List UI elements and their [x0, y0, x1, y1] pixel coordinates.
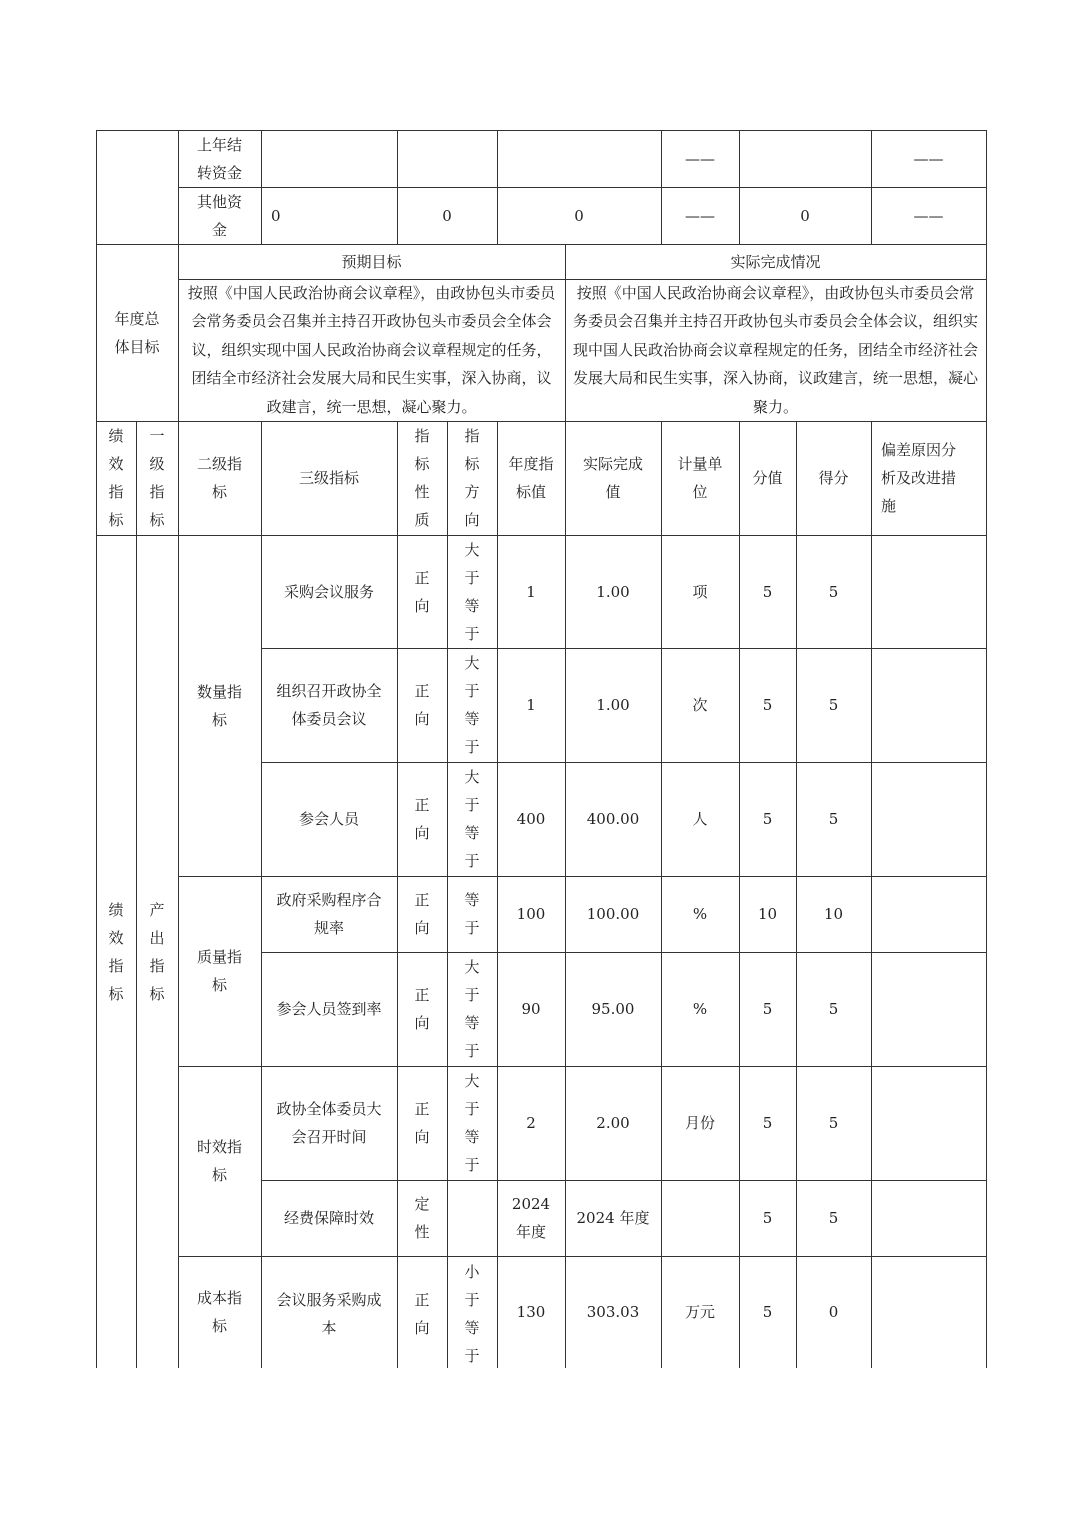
- indicator-target: 400: [516, 810, 546, 828]
- indicator-nature: 正向: [414, 891, 430, 937]
- indicator-target: 130: [516, 1303, 546, 1321]
- indicator-direction: 大于等于: [464, 540, 480, 643]
- indicator-direction: 等于: [464, 891, 480, 937]
- expected-goal-header: 预期目标: [341, 252, 402, 271]
- indicator-name: 参会人员: [298, 810, 359, 828]
- expected-goal-text: 按照《中国人民政治协商会议章程》，由政协包头市委员会常务委员会召集并主持召开政协包头市委员会全体会议，组织实现中国人民政治协商会议章程规定的任务，团结全市经济社会发展大局和民生实事，深入协商，议政建言，统一思想，凝心聚力。: [187, 283, 556, 416]
- funding-cell: ——: [913, 206, 944, 225]
- indicator-name: 政府采购程序合规率: [276, 891, 382, 937]
- indicator-unit: 月份: [684, 1114, 715, 1132]
- indicator-deviation: [871, 1180, 986, 1256]
- indicator-deviation: [871, 1256, 986, 1368]
- indicator-target: 1: [526, 696, 536, 714]
- funding-cell: [397, 130, 497, 187]
- indicator-actual: 303.03: [586, 1303, 640, 1321]
- indicator-name: 政协全体委员大会召开时间: [276, 1100, 382, 1146]
- indicator-deviation: [871, 762, 986, 876]
- indicator-weight: 5: [762, 1303, 773, 1321]
- indicator-unit: [661, 1180, 739, 1256]
- indicator-weight: 5: [762, 1114, 773, 1132]
- indicator-weight: 5: [762, 1209, 773, 1227]
- indicator-weight: 5: [762, 1000, 773, 1018]
- indicator-actual: 2.00: [596, 1114, 630, 1132]
- indicator-unit: 项: [692, 582, 708, 601]
- indicator-weight: 5: [762, 582, 773, 601]
- indicator-unit: 万元: [684, 1303, 715, 1321]
- header-actual-value: 实际完成值: [582, 455, 643, 501]
- indicator-deviation: [871, 952, 986, 1066]
- header-level3: 三级指标: [298, 469, 359, 487]
- indicator-actual: 1.00: [596, 696, 630, 714]
- indicator-actual: 100.00: [586, 905, 640, 923]
- funding-cell: [497, 130, 661, 187]
- header-score-value: 分值: [752, 469, 783, 487]
- indicator-target: 2: [526, 1114, 536, 1132]
- group-cost: 成本指标: [196, 1289, 242, 1335]
- header-annual-value: 年度指标值: [508, 455, 554, 501]
- indicator-direction: 大于等于: [464, 654, 480, 756]
- indicator-deviation: [871, 876, 986, 952]
- indicator-direction: 大于等于: [464, 1072, 480, 1174]
- indicator-direction: 大于等于: [464, 768, 480, 870]
- header-level2: 二级指标: [196, 455, 242, 501]
- header-perf: 绩效指标: [108, 427, 124, 529]
- funding-cell: 0: [442, 206, 452, 225]
- funding-cell: 0: [271, 206, 281, 225]
- indicator-direction: 小于等于: [464, 1263, 480, 1365]
- header-nature: 指标性质: [414, 427, 430, 529]
- indicator-actual: 1.00: [596, 582, 630, 601]
- funding-label: 上年结转资金: [196, 135, 242, 182]
- indicator-direction: [447, 1180, 497, 1256]
- header-level1: 一级指标: [149, 427, 165, 529]
- indicator-target: 100: [516, 905, 546, 923]
- group-quality: 质量指标: [196, 948, 242, 994]
- grid-line: [986, 130, 987, 1368]
- indicator-actual: 2024 年度: [576, 1209, 650, 1227]
- indicator-target: 90: [521, 1000, 541, 1018]
- indicator-nature: 正向: [414, 986, 430, 1032]
- indicator-deviation: [871, 648, 986, 762]
- indicator-score: 5: [828, 696, 839, 714]
- indicator-score: 5: [828, 1114, 839, 1132]
- indicator-nature: 定性: [414, 1195, 430, 1241]
- funding-label: 其他资金: [196, 192, 242, 239]
- indicator-actual: 400.00: [586, 810, 640, 828]
- indicator-score: 5: [828, 1000, 839, 1018]
- header-deviation: 偏差原因分析及改进措施: [881, 441, 957, 515]
- indicator-name: 经费保障时效: [283, 1209, 374, 1227]
- indicator-score: 10: [823, 905, 844, 923]
- funding-cell: 0: [574, 206, 584, 225]
- indicator-score: 5: [828, 1209, 839, 1227]
- indicator-weight: 5: [762, 696, 773, 714]
- header-score: 得分: [818, 469, 849, 487]
- indicator-name: 参会人员签到率: [276, 1000, 382, 1018]
- indicator-actual: 95.00: [591, 1000, 635, 1018]
- indicator-name: 组织召开政协全体委员会议: [276, 682, 382, 728]
- funding-cell: ——: [913, 149, 944, 168]
- indicator-nature: 正向: [414, 682, 430, 728]
- indicator-name: 会议服务采购成本: [276, 1291, 382, 1337]
- indicator-nature: 正向: [414, 796, 430, 842]
- funding-cell: ——: [685, 149, 715, 168]
- indicator-direction: 大于等于: [464, 958, 480, 1060]
- indicator-nature: 正向: [414, 568, 430, 615]
- funding-cell: [261, 130, 397, 187]
- header-unit: 计量单位: [677, 455, 723, 501]
- funding-cell: 0: [800, 206, 810, 225]
- indicator-weight: 5: [762, 810, 773, 828]
- indicator-target: 1: [526, 582, 536, 601]
- funding-cell: ——: [685, 206, 715, 225]
- funding-cell: [739, 130, 871, 187]
- perf-indicator-label: 绩效指标: [108, 900, 124, 1003]
- actual-goal-text: 按照《中国人民政治协商会议章程》，由政协包头市委员会常务委员会召集并主持召开政协包头市委员会全体会议，组织实现中国人民政治协商会议章程规定的任务，团结全市经济社会发展大局和民生实事，深入协商，议政建言，统一思想，凝心聚力。: [573, 283, 979, 416]
- group-timeliness: 时效指标: [196, 1138, 242, 1184]
- indicator-nature: 正向: [414, 1291, 430, 1337]
- indicator-score: 0: [828, 1303, 839, 1321]
- indicator-unit: 次: [692, 696, 708, 714]
- indicator-deviation: [871, 1066, 986, 1180]
- indicator-name: 采购会议服务: [283, 582, 374, 601]
- indicator-score: 5: [828, 810, 839, 828]
- indicator-unit: 人: [692, 810, 708, 828]
- indicator-nature: 正向: [414, 1100, 430, 1146]
- indicator-target: 2024年度: [511, 1195, 551, 1241]
- header-direction: 指标方向: [464, 427, 480, 529]
- indicator-weight: 10: [757, 905, 778, 923]
- indicator-score: 5: [828, 582, 839, 601]
- indicator-unit: %: [692, 905, 708, 923]
- indicator-unit: %: [692, 1000, 708, 1018]
- output-indicator-label: 产出指标: [149, 900, 165, 1003]
- actual-goal-header: 实际完成情况: [730, 252, 821, 271]
- indicator-deviation: [871, 535, 986, 648]
- group-quantity: 数量指标: [196, 682, 242, 729]
- annual-goal-label: 年度总体目标: [114, 309, 160, 356]
